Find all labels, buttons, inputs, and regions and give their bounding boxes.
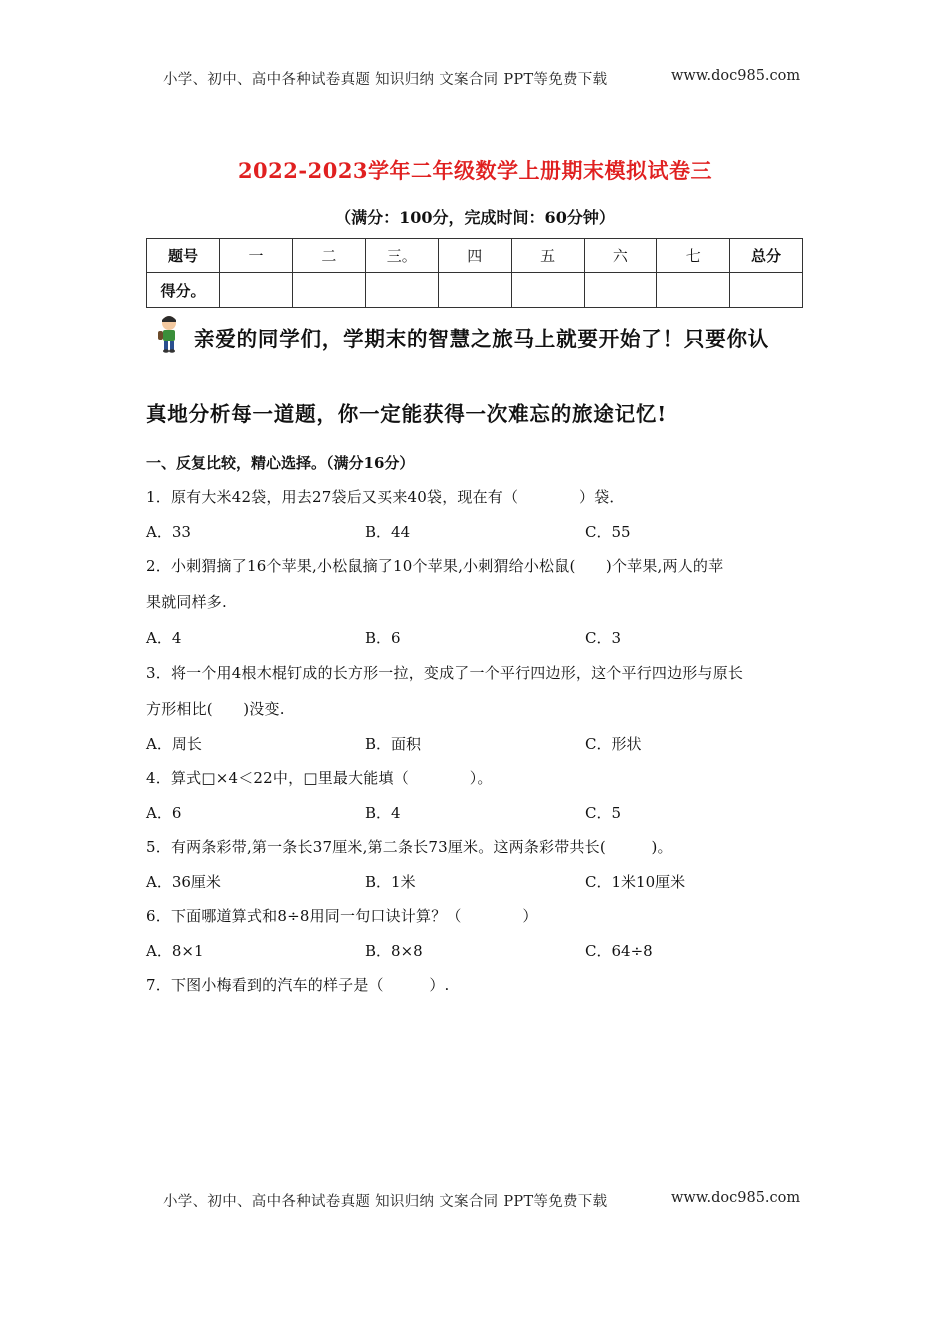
question-text: 4．算式□×4＜22中，□里最大能填（ ）。 — [146, 769, 493, 787]
option-b[interactable]: B．1米 — [365, 873, 416, 891]
option-b[interactable]: B．44 — [365, 523, 411, 541]
score-row-label: 得分。 — [147, 273, 220, 308]
option-c[interactable]: C．55 — [585, 523, 631, 541]
score-cell[interactable] — [657, 273, 730, 308]
score-header-cell: 三。 — [365, 239, 438, 273]
page-title: 2022-2023学年二年级数学上册期末模拟试卷三 — [237, 158, 713, 183]
page-subtitle: （满分：100分，完成时间：60分钟） — [335, 208, 615, 227]
option-a[interactable]: A．8×1 — [146, 942, 204, 960]
score-header-cell: 七 — [657, 239, 730, 273]
option-c[interactable]: C．3 — [585, 629, 622, 647]
question-text: 2．小刺猬摘了16个苹果,小松鼠摘了10个苹果,小刺猬给小松鼠( )个苹果,两人的苹 — [146, 557, 724, 575]
score-cell[interactable] — [438, 273, 511, 308]
footer-url[interactable]: www.doc985.com — [671, 1190, 801, 1206]
score-header-cell: 一 — [220, 239, 293, 273]
intro-line-1: 亲爱的同学们，学期末的智慧之旅马上就要开始了！只要你认 — [194, 327, 770, 351]
option-c[interactable]: C．1米10厘米 — [585, 873, 686, 891]
score-header-cell: 五 — [511, 239, 584, 273]
option-b[interactable]: B．6 — [365, 629, 401, 647]
header-text: 小学、初中、高中各种试卷真题 知识归纳 文案合同 PPT等免费下载 — [163, 72, 608, 88]
option-a[interactable]: A．33 — [146, 523, 191, 541]
score-cell[interactable] — [292, 273, 365, 308]
option-c[interactable]: C．5 — [585, 804, 622, 822]
option-b[interactable]: B．面积 — [365, 735, 422, 753]
score-cell[interactable] — [511, 273, 584, 308]
option-a[interactable]: A．6 — [146, 804, 182, 822]
score-cell[interactable] — [220, 273, 293, 308]
score-table — [146, 238, 803, 308]
option-a[interactable]: A．4 — [146, 629, 182, 647]
score-header-cell: 四 — [438, 239, 511, 273]
question-text: 方形相比( )没变. — [146, 700, 285, 718]
option-c[interactable]: C．形状 — [585, 735, 642, 753]
header-url[interactable]: www.doc985.com — [671, 68, 801, 84]
option-b[interactable]: B．8×8 — [365, 942, 423, 960]
question-text: 5．有两条彩带,第一条长37厘米,第二条长73厘米。这两条彩带共长( )。 — [146, 838, 673, 856]
question-text: 6．下面哪道算式和8÷8用同一句口诀计算？（ ） — [146, 907, 538, 925]
question-text: 3．将一个用4根木棍钉成的长方形一拉，变成了一个平行四边形，这个平行四边形与原长 — [146, 664, 744, 682]
section-heading: 一、反复比较，精心选择。（满分16分） — [146, 454, 415, 472]
score-cell[interactable] — [365, 273, 438, 308]
score-cell[interactable] — [730, 273, 803, 308]
score-cell[interactable] — [584, 273, 657, 308]
footer-text: 小学、初中、高中各种试卷真题 知识归纳 文案合同 PPT等免费下载 — [163, 1194, 608, 1210]
intro-line-2: 真地分析每一道题，你一定能获得一次难忘的旅途记忆! — [146, 402, 667, 426]
question-text: 1．原有大米42袋，用去27袋后又买来40袋，现在有（ ）袋． — [146, 488, 625, 506]
option-c[interactable]: C．64÷8 — [585, 942, 653, 960]
score-header-cell: 题号 — [147, 239, 220, 273]
score-header-cell: 六 — [584, 239, 657, 273]
option-a[interactable]: A．36厘米 — [146, 873, 221, 891]
student-mascot-icon — [155, 314, 183, 354]
score-table-header-row — [147, 239, 803, 273]
option-b[interactable]: B．4 — [365, 804, 401, 822]
option-a[interactable]: A．周长 — [146, 735, 202, 753]
question-text: 果就同样多. — [146, 593, 227, 611]
score-table-score-row — [147, 273, 803, 308]
score-header-cell: 总分 — [730, 239, 803, 273]
score-header-cell: 二 — [292, 239, 365, 273]
question-text: 7．下图小梅看到的汽车的样子是（ ）. — [146, 976, 450, 994]
